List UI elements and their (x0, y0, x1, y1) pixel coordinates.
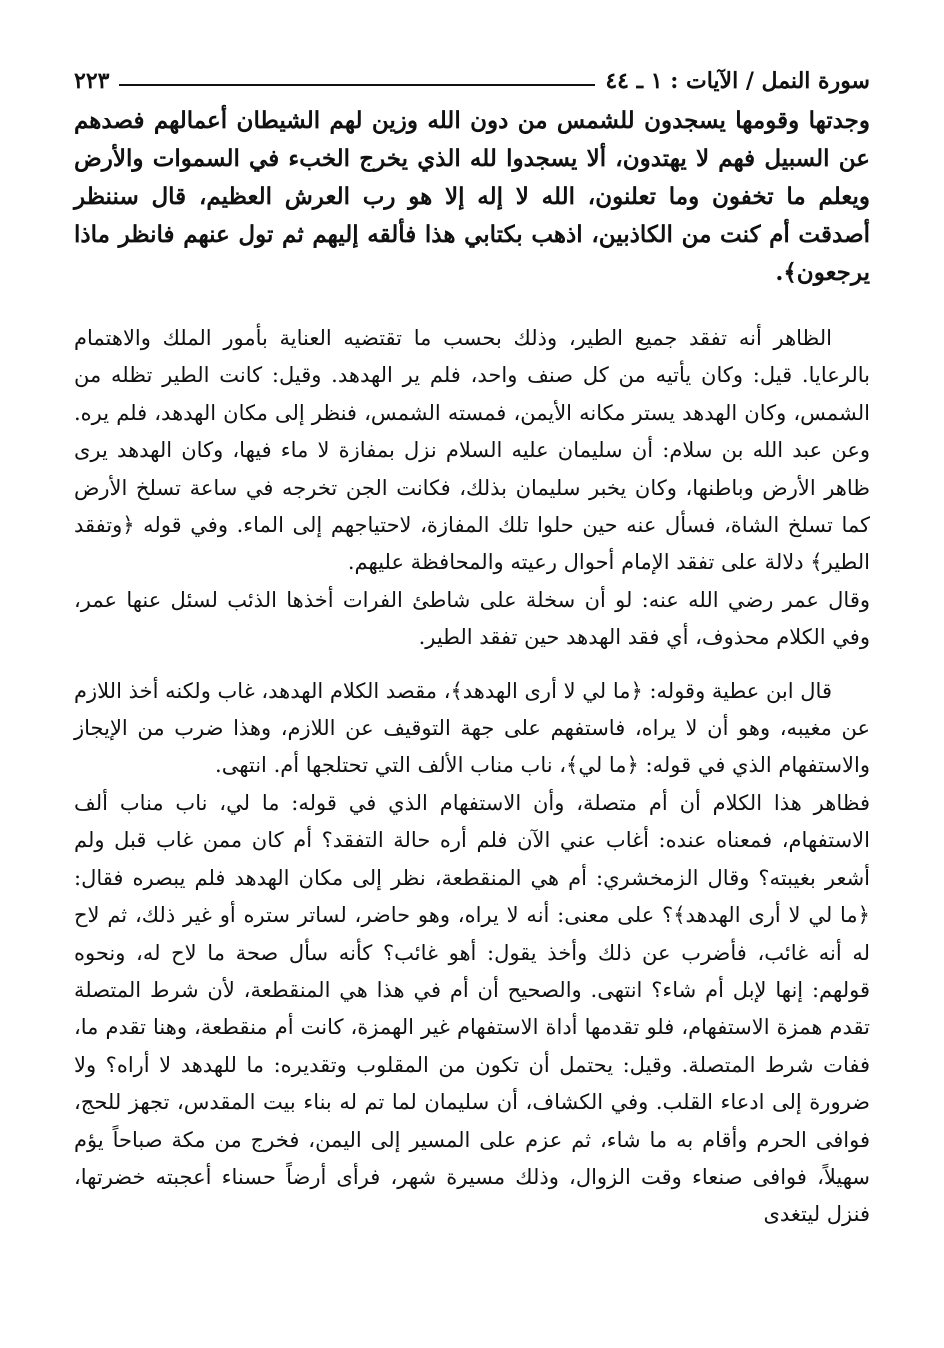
commentary-paragraph: وقال عمر رضي الله عنه: لو أن سخلة على شاطئ الفرات أخذها الذئب لسئل عنها عمر، وفي الكلام محذوف، أي فقد الهدهد حين تفقد الطير. (74, 587, 870, 650)
commentary-paragraph: فظاهر هذا الكلام أن أم متصلة، وأن الاستفهام الذي في قوله: ما لي، ناب مناب ألف الاستفهام، فمعناه عنده: أغاب عني الآن فلم أره حالة التفقد؟ أم كان ممن غاب قبل ولم أشعر بغيبته؟ وقال الزمخشري: أم هي المنقطعة، نظر إلى مكان الهدهد فلم يبصره فقال: ﴿ما لي لا أرى الهدهد﴾؟ على معنى: أنه لا يراه، وهو حاضر، لساتر ستره أو غير ذلك، ثم لاح له أنه غائب، فأضرب عن ذلك وأخذ يقول: أهو غائب؟ كأنه سأل صحة ما لاح له، ونحوه قولهم: إنها لإبل أم شاء؟ انتهى. والصحيح أن أم في هذا هي المنقطعة، لأن شرط المتصلة تقدم همزة الاستفهام، فلو تقدمها أداة الاستفهام غير الهمزة، كانت أم منقطعة، وهنا تقدم ما، ففات شرط المتصلة. وقيل: يحتمل أن تكون من المقلوب وتقديره: ما للهدهد لا أراه؟ ولا ضرورة إلى ادعاء القلب. وفي الكشاف، أن سليمان لما تم له بناء بيت المقدس، تجهز للحج، فوافى الحرم وأقام به ما شاء، ثم عزم على المسير إلى اليمن، فخرج من مكة صباحاً يؤم سهيلاً، فوافى صنعاء وقت الزوال، وذلك مسيرة شهر، فرأى أرضاً حسناء أعجبته خضرتها، فنزل ليتغدى (74, 790, 870, 1227)
page-number: ٢٢٣ (74, 68, 110, 94)
running-title: سورة النمل / الآيات : ١ ـ ٤٤ (605, 68, 870, 94)
quran-verse-text: وجدتها وقومها يسجدون للشمس من دون الله وزين لهم الشيطان أعمالهم فصدهم عن السبيل فهم لا يهتدون، ألا يسجدوا لله الذي يخرج الخبء في السموات والأرض ويعلم ما تخفون وما تعلنون، الله لا إله إلا هو رب العرش العظيم، قال سننظر أصدقت أم كنت من الكاذبين، اذهب بكتابي هذا فألقه إليهم ثم تول عنهم فانظر ماذا يرجعون﴾. (74, 107, 870, 286)
commentary-paragraph: الظاهر أنه تفقد جميع الطير، وذلك بحسب ما تقتضيه العناية بأمور الملك والاهتمام بالرعايا. قيل: وكان يأتيه من كل صنف واحد، فلم ير الهدهد. وقيل: كانت الطير تظله من الشمس، وكان الهدهد يستر مكانه الأيمن، فمسته الشمس، فنظر إلى مكان الهدهد، فلم يره. وعن عبد الله بن سلام: أن سليمان عليه السلام نزل بمفازة لا ماء فيها، وكان الهدهد يرى ظاهر الأرض وباطنها، وكان يخبر سليمان بذلك، فكانت الجن تخرجه في ساعة تسلخ الأرض كما تسلخ الشاة، فسأل عنه حين حلوا تلك المفازة، لاحتياجهم إلى الماء. وفي قوله ﴿وتفقد الطير﴾ دلالة على تفقد الإمام أحوال رعيته والمحافظة عليهم. (74, 326, 870, 575)
commentary-paragraph: قال ابن عطية وقوله: ﴿ما لي لا أرى الهدهد﴾، مقصد الكلام الهدهد، غاب ولكنه أخذ اللازم عن مغيبه، وهو أن لا يراه، فاستفهم على جهة التوقيف عن اللازم، وهذا ضرب من الإيجاز والاستفهام الذي في قوله: ﴿ما لي﴾، ناب مناب الألف التي تحتلجها أم. انتهى. (74, 678, 870, 778)
header-rule (119, 84, 595, 86)
page-content (74, 102, 870, 1234)
page-header (74, 66, 870, 96)
